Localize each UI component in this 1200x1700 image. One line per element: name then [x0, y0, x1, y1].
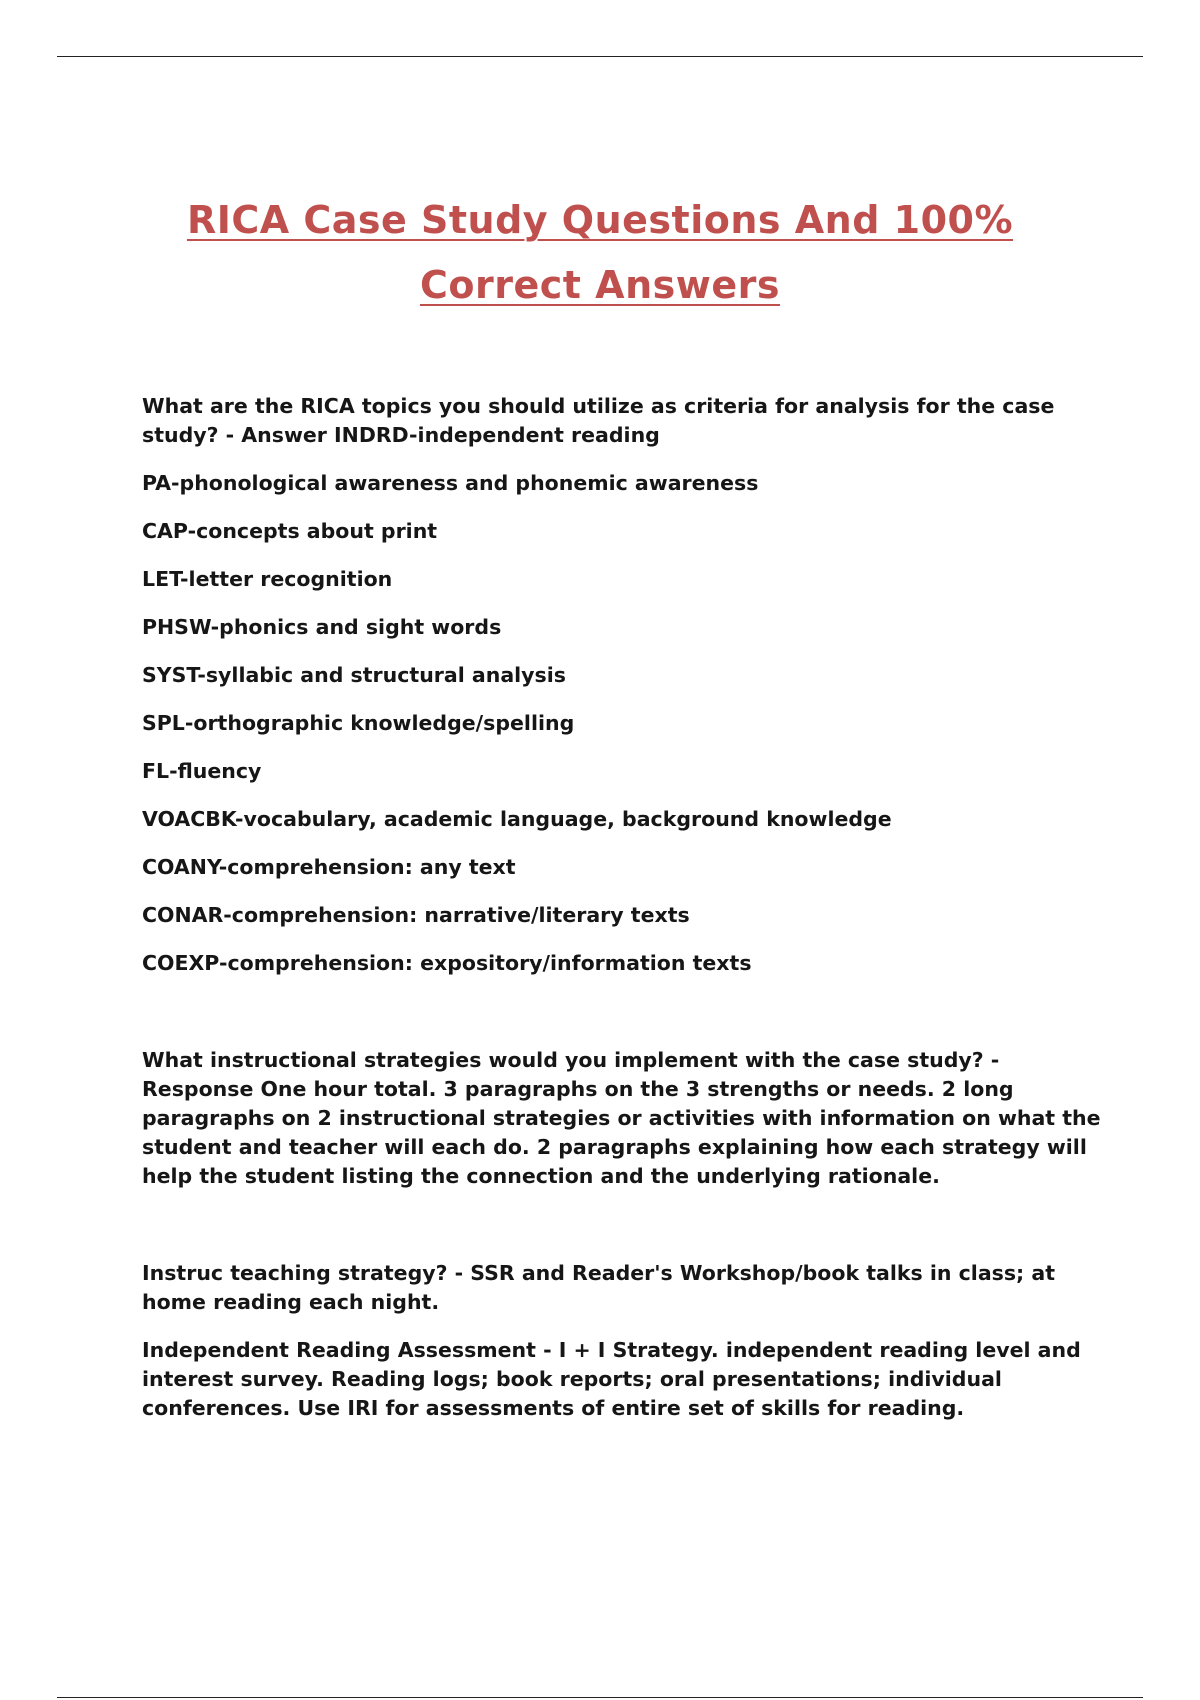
topic-item: LET-letter recognition [142, 567, 393, 591]
topic-item: COEXP-comprehension: expository/information texts [142, 951, 752, 975]
independent-reading-assessment: Independent Reading Assessment - I + I Strategy. independent reading level and interest survey. Reading logs; book reports; oral presentations; individual conferences. Use IRI for assessments of entire set of skills for reading. [142, 1338, 1081, 1420]
footer-rule [57, 1697, 1143, 1698]
document-title-line-2: Correct Answers [420, 263, 780, 307]
header-rule [57, 56, 1143, 57]
document-title-line-1: RICA Case Study Questions And 100% [186, 198, 1014, 242]
topic-item: SYST-syllabic and structural analysis [142, 663, 566, 687]
question-instructional-strategies: What instructional strategies would you implement with the case study? - Response One hour total. 3 paragraphs on the 3 strengths or needs. 2 long paragraphs on 2 instructional strategies or activities with information on what the student and teacher will each do. 2 paragraphs explaining how each strategy will help the student listing the connection and the underlying rationale. [142, 1048, 1101, 1188]
topic-item: SPL-orthographic knowledge/spelling [142, 711, 575, 735]
topic-item: PHSW-phonics and sight words [142, 615, 502, 639]
topic-item: CONAR-comprehension: narrative/literary texts [142, 903, 690, 927]
topic-item: FL-fluency [142, 759, 262, 783]
document-body [142, 392, 1102, 1423]
topic-item: PA-phonological awareness and phonemic awareness [142, 471, 759, 495]
question-teaching-strategy: Instruc teaching strategy? - SSR and Reader's Workshop/book talks in class; at home reading each night. [142, 1261, 1056, 1314]
topic-item: COANY-comprehension: any text [142, 855, 516, 879]
topic-item: CAP-concepts about print [142, 519, 438, 543]
topic-item: VOACBK-vocabulary, academic language, background knowledge [142, 807, 892, 831]
question-rica-topics: What are the RICA topics you should utilize as criteria for analysis for the case study? - Answer INDRD-independent reading [142, 394, 1055, 447]
